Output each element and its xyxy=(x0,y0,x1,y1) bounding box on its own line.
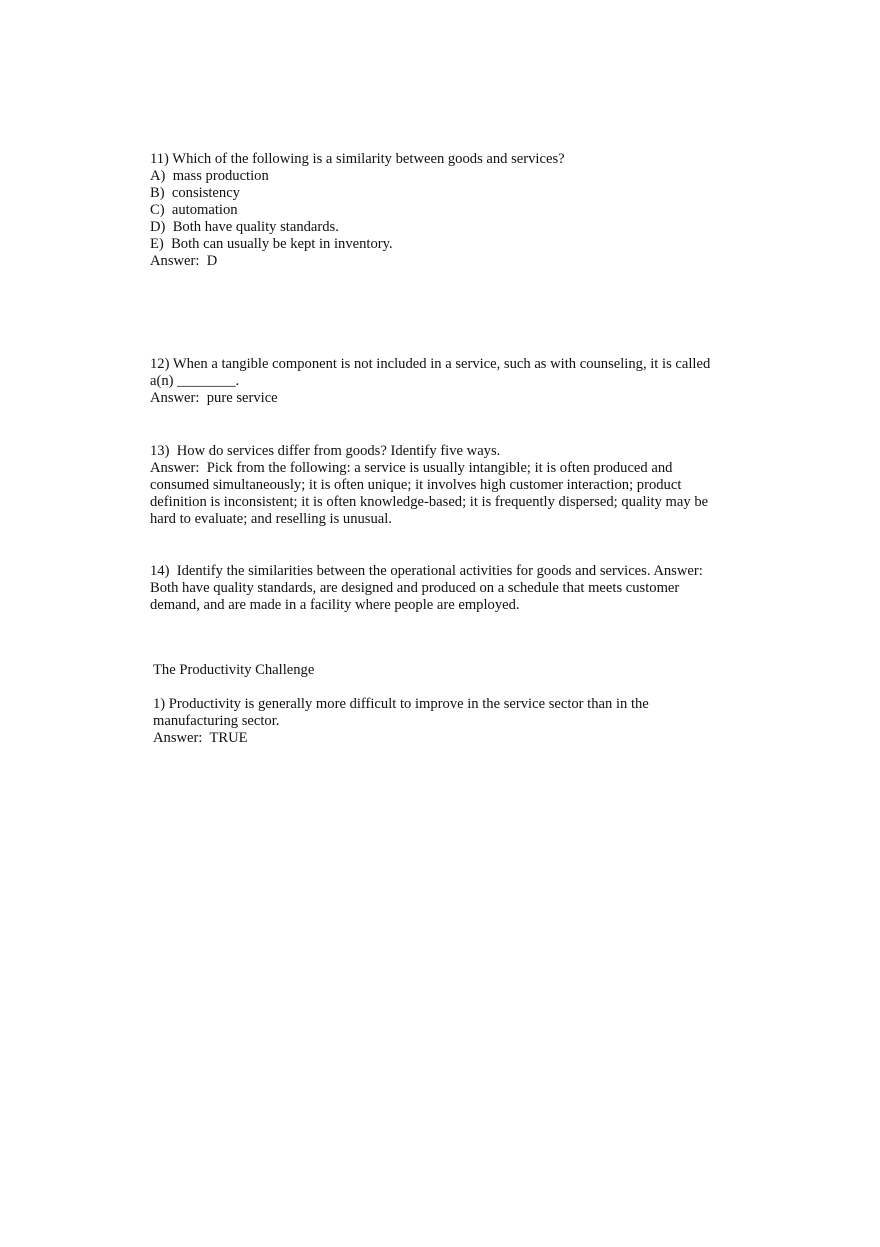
question-13-text: 13) How do services differ from goods? Identify five ways. xyxy=(150,443,501,459)
question-13-answer-line-1: Answer: Pick from the following: a service is usually intangible; it is often produced and xyxy=(150,460,673,476)
question-13-answer-line-3: definition is inconsistent; it is often knowledge-based; it is frequently dispersed; quality may be xyxy=(150,494,709,510)
question-14-line-2: Both have quality standards, are designed and produced on a schedule that meets customer xyxy=(150,580,680,596)
question-14-line-3: demand, and are made in a facility where people are employed. xyxy=(150,597,520,613)
productivity-question-1 xyxy=(153,696,713,747)
question-12-text-line-2: a(n) ________. xyxy=(150,373,240,389)
productivity-question-1-line-2: manufacturing sector. xyxy=(153,713,280,729)
question-14 xyxy=(150,563,730,614)
question-11-option-a: A) mass production xyxy=(150,168,269,184)
question-12-answer: Answer: pure service xyxy=(150,390,278,406)
question-11-answer: Answer: D xyxy=(150,253,218,269)
question-11-option-e: E) Both can usually be kept in inventory. xyxy=(150,236,393,252)
question-11-option-b: B) consistency xyxy=(150,185,240,201)
section-heading xyxy=(153,662,733,679)
question-14-line-1: 14) Identify the similarities between the operational activities for goods and services. Answer: xyxy=(150,563,703,579)
question-13-answer-line-4: hard to evaluate; and reselling is unusual. xyxy=(150,511,392,527)
section-heading-text: The Productivity Challenge xyxy=(153,662,315,678)
question-13 xyxy=(150,443,730,528)
question-11-option-d: D) Both have quality standards. xyxy=(150,219,339,235)
question-11-text: 11) Which of the following is a similarity between goods and services? xyxy=(150,151,565,167)
question-11-option-c: C) automation xyxy=(150,202,238,218)
question-11 xyxy=(150,151,730,270)
productivity-question-1-answer: Answer: TRUE xyxy=(153,730,248,746)
productivity-question-1-line-1: 1) Productivity is generally more difficult to improve in the service sector than in the xyxy=(153,696,649,712)
question-12 xyxy=(150,356,730,407)
question-12-text-line-1: 12) When a tangible component is not included in a service, such as with counseling, it is called xyxy=(150,356,711,372)
question-13-answer-line-2: consumed simultaneously; it is often unique; it involves high customer interaction; product xyxy=(150,477,682,493)
